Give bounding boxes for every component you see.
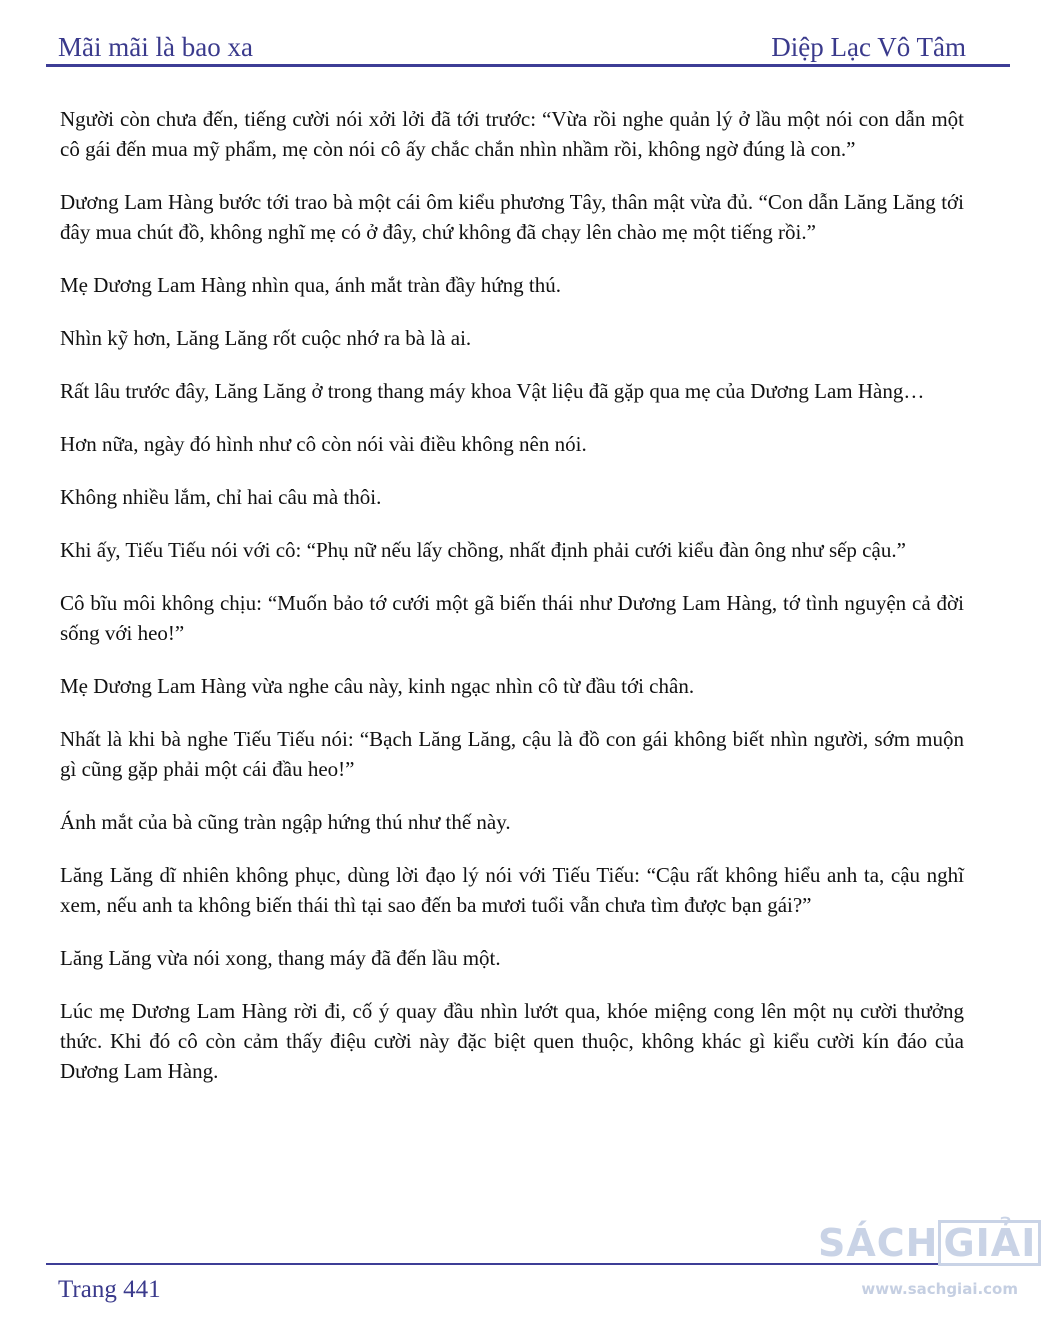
paragraph: Dương Lam Hàng bước tới trao bà một cái ôm kiểu phương Tây, thân mật vừa đủ. “Con dẫn Lăng Lăng tới đây mua chút đồ, không nghĩ mẹ có ở đây, chứ không đã chạy lên chào mẹ một tiếng rồi.” [60, 190, 964, 244]
paragraph: Không nhiều lắm, chỉ hai câu mà thôi. [60, 485, 382, 509]
watermark-logo-boxed-text: GIẢI [938, 1220, 1041, 1266]
paragraph: Mẹ Dương Lam Hàng vừa nghe câu này, kinh ngạc nhìn cô từ đầu tới chân. [60, 674, 695, 698]
page-number: Trang 441 [58, 1276, 161, 1303]
paragraph: Nhất là khi bà nghe Tiếu Tiếu nói: “Bạch Lăng Lăng, cậu là đồ con gái không biết nhìn người, sớm muộn gì cũng gặp phải một cái đầu heo!” [60, 727, 964, 781]
author-name: Diệp Lạc Vô Tâm [771, 32, 966, 62]
paragraph: Hơn nữa, ngày đó hình như cô còn nói vài điều không nên nói. [60, 432, 587, 456]
book-title: Mãi mãi là bao xa [58, 32, 253, 62]
paragraph: Khi ấy, Tiếu Tiếu nói với cô: “Phụ nữ nếu lấy chồng, nhất định phải cưới kiểu đàn ông như sếp cậu.” [60, 538, 906, 562]
watermark-url: www.sachgiai.com [861, 1280, 1018, 1298]
watermark-logo [818, 1218, 1037, 1268]
paragraph: Lúc mẹ Dương Lam Hàng rời đi, cố ý quay đầu nhìn lướt qua, khóe miệng cong lên một nụ cười thưởng thức. Khi đó cô còn cảm thấy điệu cười này đặc biệt quen thuộc, không khác gì kiểu cười kín đáo của Dương Lam Hàng. [60, 999, 964, 1083]
page-body [60, 104, 964, 1109]
paragraph: Lăng Lăng dĩ nhiên không phục, dùng lời đạo lý nói với Tiếu Tiếu: “Cậu rất không hiểu anh ta, cậu nghĩ xem, nếu anh ta không biến thái thì tại sao đến ba mươi tuổi vẫn chưa tìm được bạn gái?” [60, 863, 964, 917]
paragraph: Mẹ Dương Lam Hàng nhìn qua, ánh mắt tràn đầy hứng thú. [60, 273, 562, 297]
watermark [818, 1218, 1037, 1318]
watermark-logo-text: SÁCH [818, 1221, 939, 1265]
page-header [58, 24, 966, 64]
paragraph: Rất lâu trước đây, Lăng Lăng ở trong thang máy khoa Vật liệu đã gặp qua mẹ của Dương Lam Hàng… [60, 379, 925, 403]
paragraph: Nhìn kỹ hơn, Lăng Lăng rốt cuộc nhớ ra bà là ai. [60, 326, 472, 350]
paragraph: Ánh mắt của bà cũng tràn ngập hứng thú như thế này. [60, 810, 511, 834]
paragraph: Lăng Lăng vừa nói xong, thang máy đã đến lầu một. [60, 946, 501, 970]
header-divider [46, 64, 1010, 67]
paragraph: Cô bĩu môi không chịu: “Muốn bảo tớ cưới một gã biến thái như Dương Lam Hàng, tớ tình nguyện cả đời sống với heo!” [60, 591, 964, 645]
paragraph: Người còn chưa đến, tiếng cười nói xởi lởi đã tới trước: “Vừa rồi nghe quản lý ở lầu một nói con dẫn một cô gái đến mua mỹ phẩm, mẹ còn nói cô ấy chắc chắn nhìn nhầm rồi, không ngờ đúng là con.” [60, 107, 964, 161]
